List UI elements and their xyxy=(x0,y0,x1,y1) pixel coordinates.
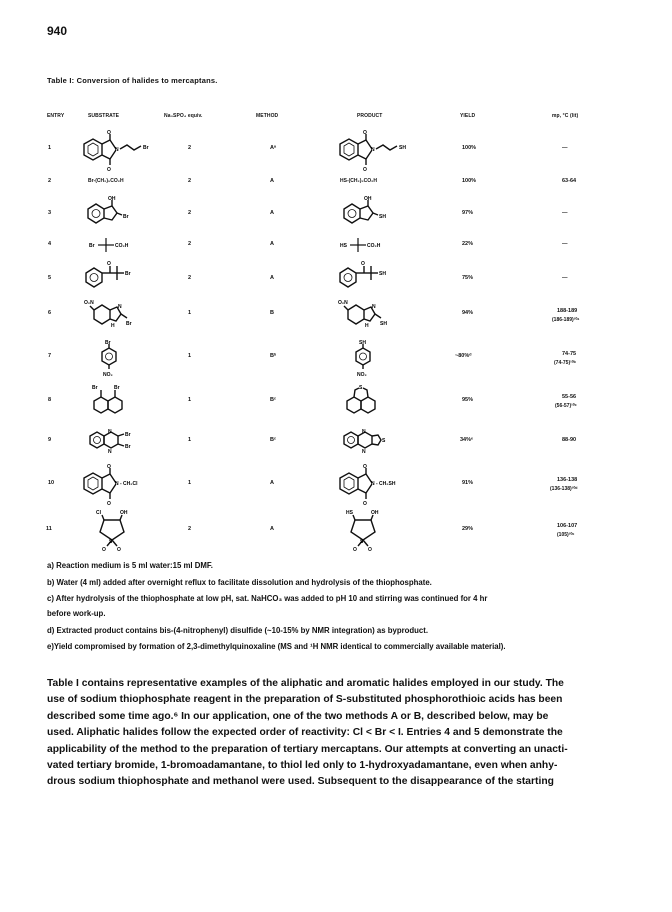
yield-value: 97% xyxy=(462,210,474,216)
equiv-value: 1 xyxy=(188,353,192,359)
table-row xyxy=(0,508,672,554)
method-value: A xyxy=(270,526,274,532)
table-row xyxy=(0,258,672,292)
label-h: H xyxy=(365,323,369,329)
body-line: vated tertiary bromide, 1-bromoadamantane, to thiol led only to 1-hydroxyadamantane, even when anhy- xyxy=(47,760,558,772)
mp-literature: (74-75)¹⁰ᵇ xyxy=(554,360,576,366)
label-o: O xyxy=(107,167,111,172)
yield-value: 91% xyxy=(462,480,474,486)
label-sh: SH xyxy=(379,271,386,277)
footnote-e: e)Yield compromised by formation of 2,3-dimethylquinoxaline (MS and ¹H NMR identical to commercially available material). xyxy=(47,642,506,651)
label-oh: OH xyxy=(371,510,379,516)
mp-value: 188-189 xyxy=(557,308,578,314)
entry-number: 9 xyxy=(48,437,52,443)
label-n-ch2sh: N - CH₂SH xyxy=(371,481,396,487)
label-no2: NO₂ xyxy=(357,372,367,378)
label-s: S xyxy=(109,539,113,545)
method-value: A xyxy=(270,178,274,184)
label-n: N xyxy=(118,304,122,310)
mp-literature: (186-189)¹⁰ᵃ xyxy=(552,317,580,323)
body-line: used. Aliphatic halides follow the expected order of reactivity: Cl < Br < I. Entries 4 and 5 demonstrate the xyxy=(47,727,563,739)
entry-number: 4 xyxy=(48,241,52,247)
label-co2h: CO₂H xyxy=(115,243,129,249)
mp-value: 106-107 xyxy=(557,523,578,529)
mp-literature: (56-57)¹⁰ᶜ xyxy=(555,403,577,409)
mp-value: — xyxy=(562,145,568,151)
label-o: O xyxy=(107,130,111,136)
label-co2h: CO₂H xyxy=(367,243,381,249)
header-equiv: Na₃SPO₄ equiv. xyxy=(164,113,203,119)
label-o: O xyxy=(102,547,106,553)
product-structure-mercaptohydroxysulfolane xyxy=(343,508,393,554)
mp-value: 88-90 xyxy=(562,437,577,443)
label-n: N xyxy=(108,449,112,455)
product-structure-naphthothiophene xyxy=(343,381,383,421)
label-n: N xyxy=(362,449,366,455)
product-structure-phthalimide-thiol xyxy=(336,128,416,172)
label-o: O xyxy=(363,167,367,172)
label-sh: SH xyxy=(399,145,406,151)
mp-value: — xyxy=(562,210,568,216)
label-no2: NO₂ xyxy=(103,372,113,378)
method-value: A xyxy=(270,210,274,216)
yield-value: 100% xyxy=(462,178,477,184)
label-oh: OH xyxy=(120,510,128,516)
header-method: METHOD xyxy=(256,113,279,119)
body-paragraph xyxy=(47,676,622,791)
equiv-value: 1 xyxy=(188,437,192,443)
body-line: use of sodium thiophosphate reagent in the preparation of S-substituted phosphorothioic acids has been xyxy=(47,694,563,706)
mp-literature: (105)¹⁰ᵉ xyxy=(557,532,575,538)
substrate-structure-bromonitrobenzene xyxy=(96,338,126,380)
label-o: O xyxy=(368,547,372,553)
header-entry: ENTRY xyxy=(47,113,65,119)
table-row xyxy=(0,425,672,455)
equiv-value: 2 xyxy=(188,145,192,151)
label-oh: OH xyxy=(108,196,116,202)
method-value: Bᶜ xyxy=(270,437,277,443)
table-row xyxy=(0,193,672,229)
entry-number: 1 xyxy=(48,145,52,151)
method-value: B xyxy=(270,310,274,316)
body-line: applicability of the method to the preparation of tertiary mercaptans. Our attempts at converting an unacti- xyxy=(47,743,568,755)
equiv-value: 2 xyxy=(188,241,192,247)
label-o: O xyxy=(363,464,367,470)
substrate-structure-chlorohydroxysulfolane xyxy=(92,508,142,554)
label-o: O xyxy=(361,261,365,267)
label-o: O xyxy=(107,464,111,470)
body-line: drous sodium thiophosphate and methanol were used. Subsequent to the disappearance of the starting xyxy=(47,776,554,788)
yield-value: 95% xyxy=(462,397,474,403)
product-formula: HS-(CH₂)₅CO₂H xyxy=(340,178,378,184)
method-value: A xyxy=(270,275,274,281)
label-br: Br xyxy=(126,321,132,327)
body-line: described some time ago.⁶ In our application, one of the two methods A or B, described below, may be xyxy=(47,710,549,722)
yield-value: 34%ᵉ xyxy=(460,437,474,443)
method-value: Aᵃ xyxy=(270,145,277,151)
table-title: Table I: Conversion of halides to mercaptans. xyxy=(47,76,218,85)
entry-number: 10 xyxy=(48,480,55,486)
entry-number: 2 xyxy=(48,178,52,184)
footnote-b: b) Water (4 ml) added after overnight reflux to facilitate dissolution and hydrolysis of the thiophosphate. xyxy=(47,578,432,587)
label-sh: SH xyxy=(359,340,366,346)
label-oh: OH xyxy=(364,196,372,202)
entry-number: 3 xyxy=(48,210,52,216)
product-structure-mercaptoindanol xyxy=(340,193,400,229)
substrate-structure-bromo-ketone xyxy=(82,258,142,292)
footnote-c-continued: before work-up. xyxy=(47,609,106,618)
entry-number: 6 xyxy=(48,310,52,316)
header-product: PRODUCT xyxy=(357,113,383,119)
method-value: A xyxy=(270,480,274,486)
footnote-a: a) Reaction medium is 5 ml water:15 ml DMF. xyxy=(47,561,213,570)
label-o: O xyxy=(353,547,357,553)
label-o: O xyxy=(107,261,111,267)
substrate-structure-chloromethylphthalimide xyxy=(80,462,160,506)
product-structure-mercaptomethylphthalimide xyxy=(336,462,416,506)
product-structure-mercapto-acid xyxy=(340,234,400,256)
label-br: Br xyxy=(114,385,120,391)
header-substrate: SUBSTRATE xyxy=(88,113,120,119)
table-row xyxy=(0,296,672,334)
yield-value: 22% xyxy=(462,241,474,247)
body-line: Table I contains representative examples of the aliphatic and aromatic halides employed in our study. The xyxy=(47,678,564,689)
product-structure-nitrobenzimidazole-thiol xyxy=(338,296,398,334)
label-o: O xyxy=(117,547,121,553)
label-n: N xyxy=(362,429,366,435)
label-br: Br xyxy=(89,243,95,249)
entry-number: 8 xyxy=(48,397,52,403)
label-s: S xyxy=(382,438,386,444)
label-br: Br xyxy=(125,444,131,450)
page-number: 940 xyxy=(47,24,68,38)
table-row xyxy=(0,462,672,506)
method-value: A xyxy=(270,241,274,247)
equiv-value: 1 xyxy=(188,310,192,316)
header-yield: YIELD xyxy=(460,113,476,119)
label-cl: Cl xyxy=(96,510,101,516)
mp-literature: (136-138)¹⁰ᵈ xyxy=(550,486,578,492)
entry-number: 11 xyxy=(46,526,52,532)
label-br: Br xyxy=(105,340,111,346)
label-hs: HS xyxy=(340,243,347,249)
entry-number: 5 xyxy=(48,275,52,281)
yield-value: 100% xyxy=(462,145,477,151)
label-o: O xyxy=(107,501,111,506)
label-br: Br xyxy=(123,214,129,220)
equiv-value: 2 xyxy=(188,526,192,532)
label-n-ch2cl: N - CH₂Cl xyxy=(115,481,138,487)
equiv-value: 2 xyxy=(188,275,192,281)
label-br: Br xyxy=(92,385,98,391)
mp-value: 63-64 xyxy=(562,178,577,184)
table-row xyxy=(0,175,672,189)
label-o: O xyxy=(363,501,367,506)
substrate-structure-phthalimide-bromide xyxy=(80,128,160,172)
label-n: N xyxy=(115,147,119,153)
method-value: Bᶜ xyxy=(270,397,277,403)
label-br: Br xyxy=(125,432,131,438)
label-br: Br xyxy=(125,271,131,277)
label-hs: HS xyxy=(346,510,353,516)
label-br: Br xyxy=(143,145,149,151)
footnote-c: c) After hydrolysis of the thiophosphate at low pH, sat. NaHCO₃ was added to pH 10 and stirring was continued for 4 hr xyxy=(47,594,488,603)
label-n: N xyxy=(372,304,376,310)
mp-value: 74-75 xyxy=(562,351,577,357)
label-n: N xyxy=(371,147,375,153)
label-s: S xyxy=(359,385,363,391)
product-structure-mercapto-ketone xyxy=(336,258,396,292)
table-row xyxy=(0,338,672,380)
substrate-formula: Br-(CH₂)₅CO₂H xyxy=(88,178,124,184)
mp-value: 55-56 xyxy=(562,394,577,400)
yield-value: ~80%ᵈ xyxy=(455,353,472,359)
label-sh: SH xyxy=(379,214,386,220)
table-row xyxy=(0,381,672,421)
product-structure-nitrothiophenol xyxy=(350,338,380,380)
substrate-structure-nitrobenzimidazole-bromide xyxy=(84,296,144,334)
yield-value: 29% xyxy=(462,526,474,532)
substrate-structure-bromoindanol xyxy=(84,193,144,229)
table-row xyxy=(0,128,672,172)
equiv-value: 1 xyxy=(188,397,192,403)
label-o: O xyxy=(363,130,367,136)
label-o2n: O₂N xyxy=(338,300,348,306)
label-h: H xyxy=(111,323,115,329)
header-mp: mp, °C (lit) xyxy=(552,113,579,119)
yield-value: 94% xyxy=(462,310,474,316)
label-sh: SH xyxy=(380,321,387,327)
product-structure-thienoquinoxaline xyxy=(340,425,400,455)
substrate-structure-bis-bromomethylquinoxaline xyxy=(86,425,146,455)
mp-value: — xyxy=(562,275,568,281)
entry-number: 7 xyxy=(48,353,52,359)
yield-value: 75% xyxy=(462,275,474,281)
substrate-structure-bis-bromomethylnaphthalene xyxy=(90,381,130,421)
label-o2n: O₂N xyxy=(84,300,94,306)
equiv-value: 1 xyxy=(188,480,192,486)
equiv-value: 2 xyxy=(188,210,192,216)
substrate-structure-bromo-acid xyxy=(88,234,148,256)
mp-value: 136-138 xyxy=(557,477,578,483)
method-value: Bᵇ xyxy=(270,353,277,359)
footnote-d: d) Extracted product contains bis-(4-nitrophenyl) disulfide (~10-15% by NMR integration) as byproduct. xyxy=(47,626,429,635)
equiv-value: 2 xyxy=(188,178,192,184)
table-row xyxy=(0,234,672,256)
label-s: S xyxy=(360,539,364,545)
mp-value: — xyxy=(562,241,568,247)
label-n: N xyxy=(108,429,112,435)
